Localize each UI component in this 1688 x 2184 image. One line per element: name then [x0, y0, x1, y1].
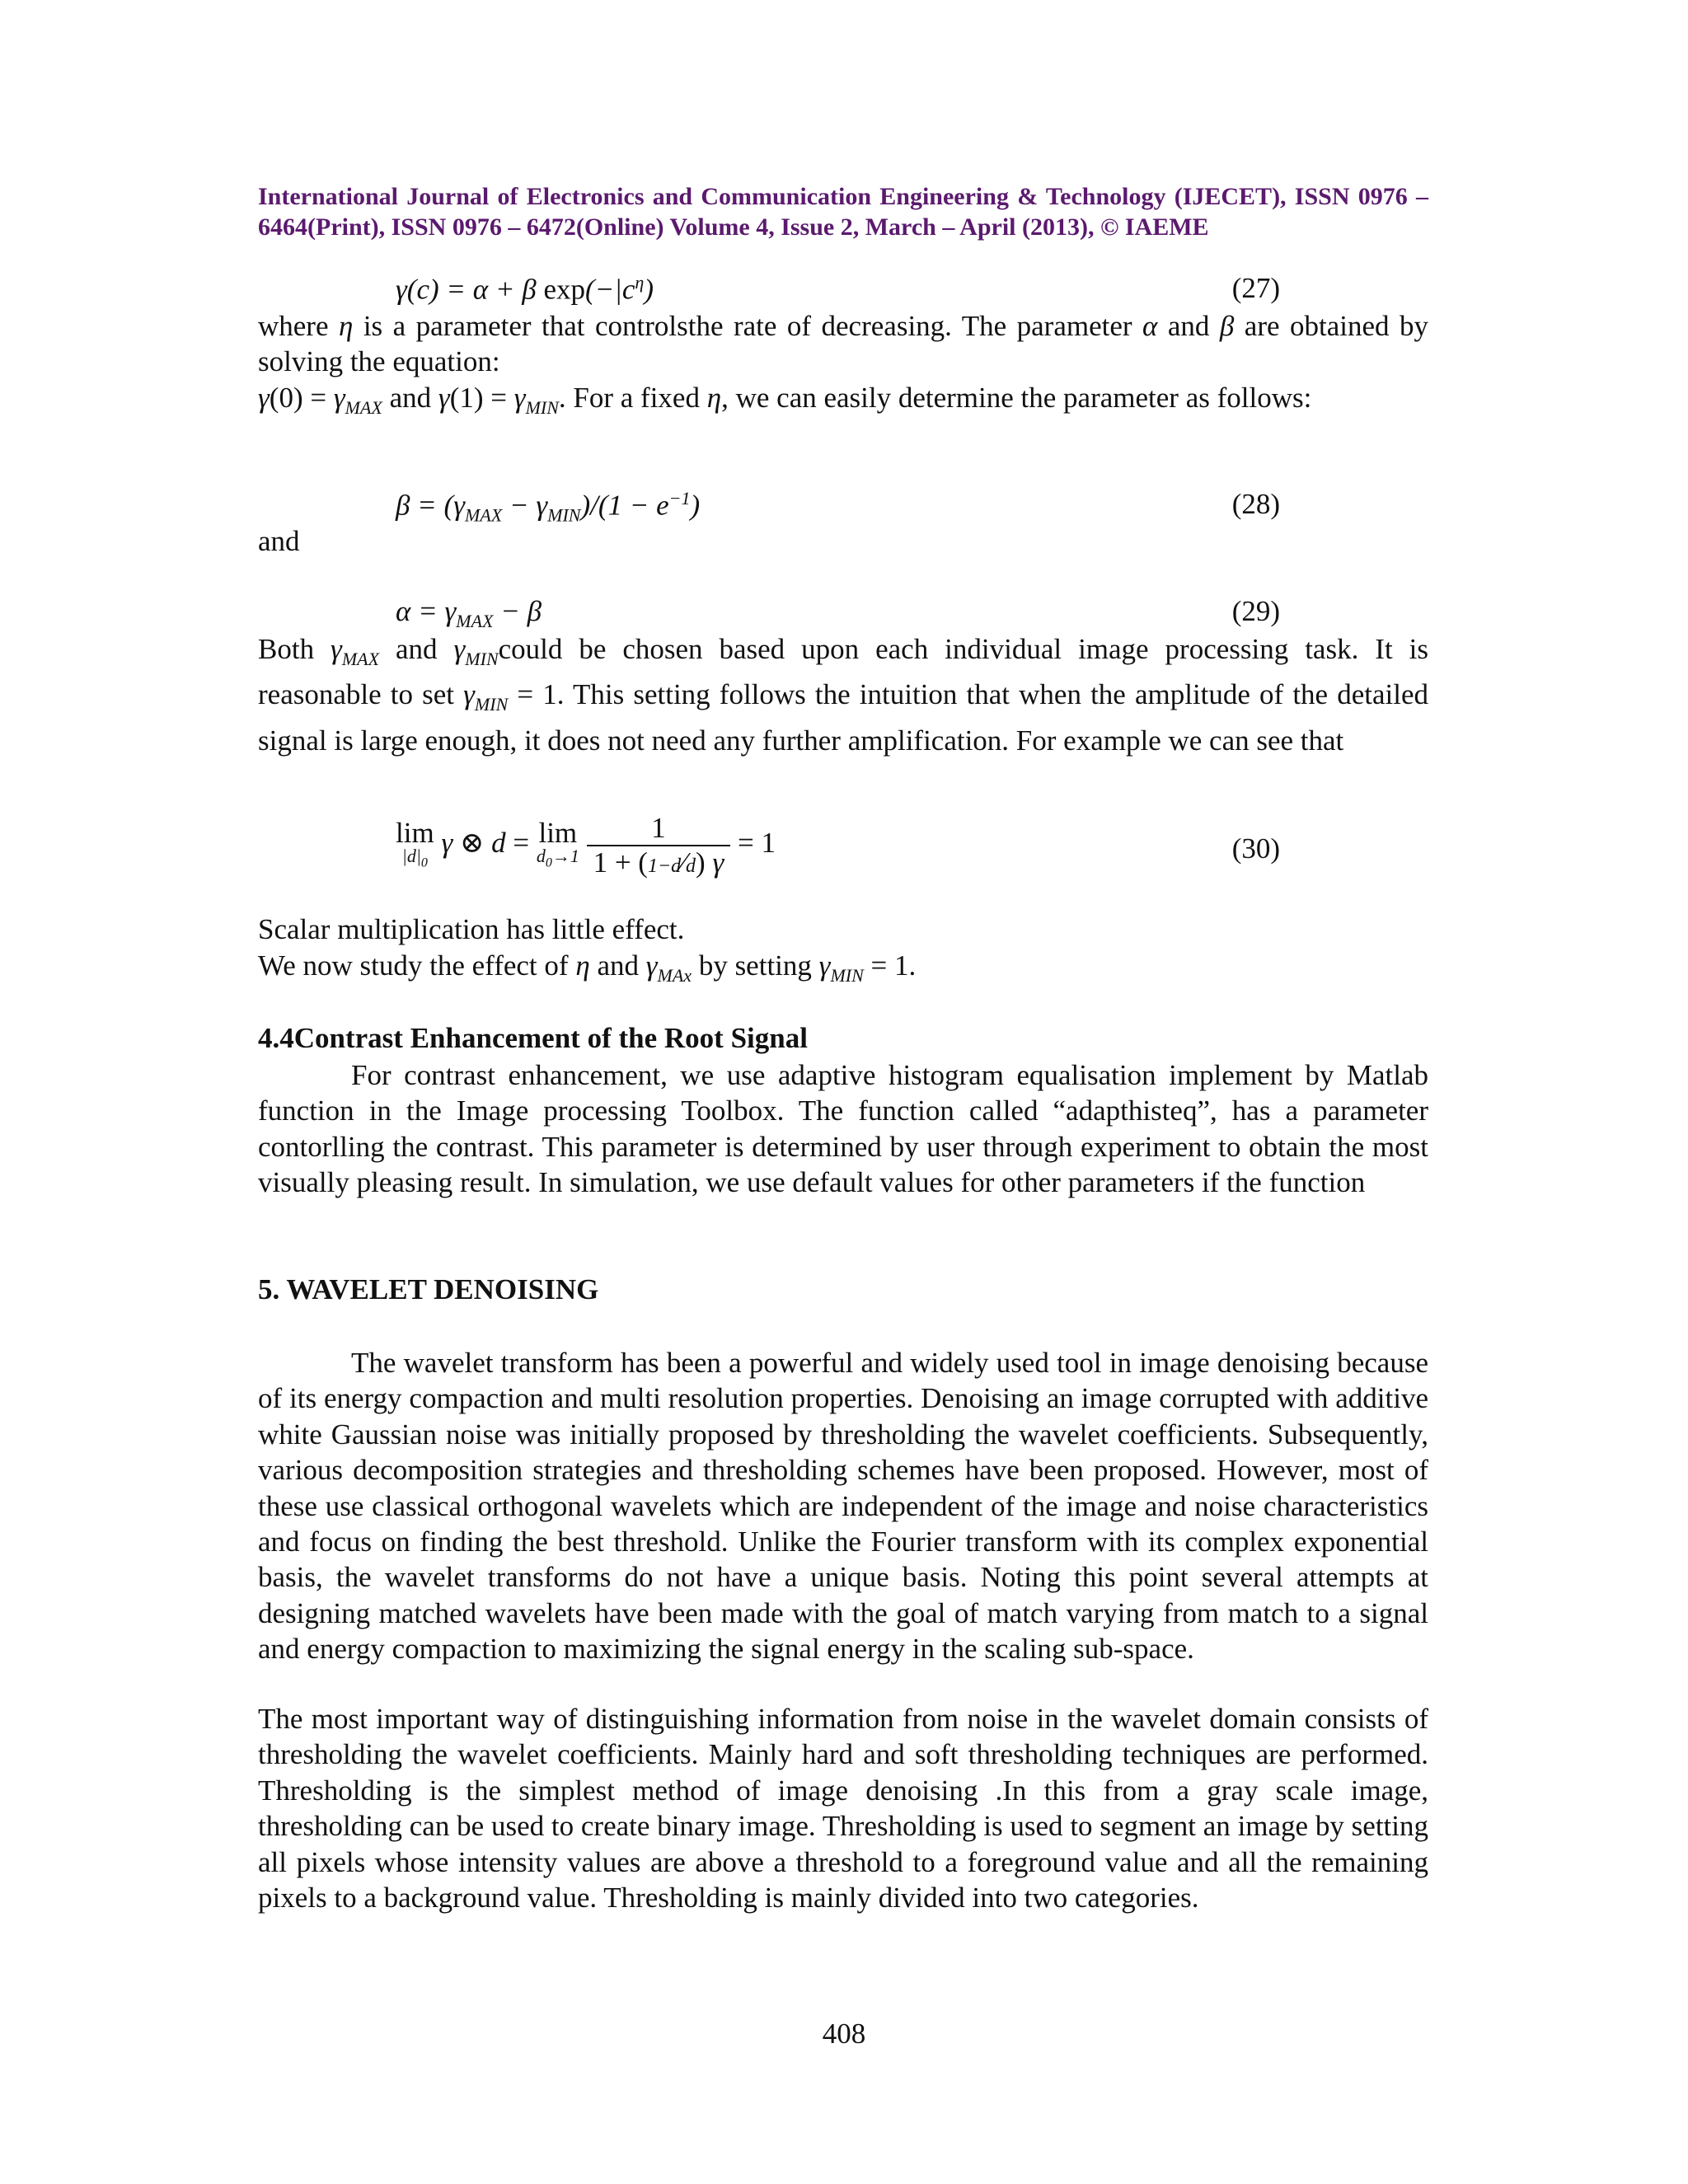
equation-30-number: (30) — [1231, 832, 1280, 865]
journal-header: International Journal of Electronics and Communication Engineering & Technology (IJECET), ISSN 0976 – 6464(Print), ISSN 0976 – 6472(Online) Volume 4, Issue 2, March – April (2013), © IAEME — [258, 183, 1428, 241]
equation-29: $\alpha = \gamma_{MAX} - \beta$ — [396, 595, 542, 631]
equation-29-number: (29) — [1231, 595, 1280, 627]
paragraph-both-gamma: Both $\gamma_{MAX}$ and $\gamma_{MIN}could$ be chosen based upon each individual image processing task. It is reasonable to set $\gamma_{MIN} = 1$. This setting follows the intuition that when the amplitude of the detailed signal is large enough, it does not need any further amplification. For example we can see that — [258, 633, 1428, 757]
page-number: 408 — [822, 2018, 866, 2050]
section-5-paragraph-1: The wavelet transform has been a powerful and widely used tool in image denoising because of its energy compaction and multi resolution properties. Denoising an image corrupted with additive white Gaussian noise was initially proposed by thresholding the wavelet coefficients. Subsequently, various decomposition strategies and thresholding schemes have been proposed. However, most of these use classical orthogonal wavelets which are independent of the image and noise characteristics and focus on finding the best threshold. Unlike the Fourier transform with its complex exponential basis, the wavelet transforms do not have a unique basis. Noting this point several attempts at designing matched wavelets have been made with the goal of match varying from match to a signal and energy compaction to maximizing the signal energy in the scaling sub-space. — [258, 1347, 1428, 1666]
equation-28: $\beta = (\gamma_{MAX} - \gamma_{MIN})/(1 - e^{-1})$ — [396, 488, 701, 526]
paragraph-fixed-eta: $\gamma(0) = \gamma_{MAX}$ and $\gamma(1) = \gamma_{MIN}$. For a fixed η, we can easily determine the parameter as follows: — [258, 382, 1312, 418]
equation-28-number: (28) — [1231, 488, 1280, 520]
section-5-paragraph-2: The most important way of distinguishing information from noise in the wavelet domain consists of thresholding the wavelet coefficients. Mainly hard and soft thresholding techniques are performed. Thresholding is the simplest method of image denoising .In this from a gray scale image, thresholding can be used to create binary image. Thresholding is used to segment an image by setting all pixels whose intensity values are above a threshold to a foreground value and all the remaining pixels to a background value. Thresholding is mainly divided into two categories. — [258, 1703, 1428, 1915]
equation-27: γ(c) = α + β $\exp(-|c^\eta)$ — [396, 272, 654, 306]
section-4-4-body: For contrast enhancement, we use adaptive histogram equalisation implement by Matlab function in the Image processing Toolbox. The function called “adapthisteq”, has a parameter contorlling the contrast. This parameter is determined by user through experiment to obtain the most visually pleasing result. In simulation, we use default values for other parameters if the function — [258, 1059, 1428, 1199]
study-line: We now study the effect of η and $\gamma_{MAx}$ by setting $\gamma_{MIN} = 1$. — [258, 949, 917, 986]
section-4-4-heading: 4.4Contrast Enhancement of the Root Signal — [258, 1022, 808, 1054]
equation-30: lim $|d|_0$ γ ⊗ d = lim $d_0\to 1$ $\frac{1}{1 + (1-d⁄d) \gamma}$ = 1 — [396, 812, 776, 879]
section-5-heading: 5. WAVELET DENOISING — [258, 1273, 599, 1305]
equation-27-number: (27) — [1231, 272, 1280, 304]
and-text: and — [258, 525, 300, 557]
scalar-line: Scalar multiplication has little effect. — [258, 913, 685, 945]
paragraph-eta: where η is a parameter that controlsthe rate of decreasing. The parameter α and β are obtained by solving the equation: — [258, 310, 1428, 378]
